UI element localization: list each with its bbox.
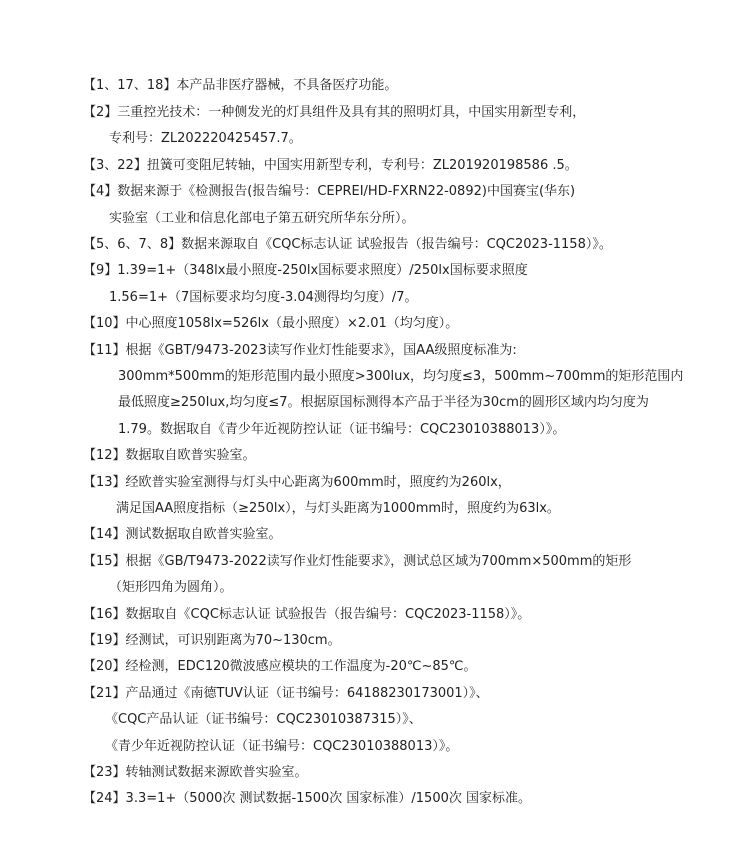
- note-15: 【15】根据《GB/T9473-2022读写作业灯性能要求》，测试总区域为700mm×500mm的矩形: [83, 554, 632, 569]
- note-21-line-2: 《CQC产品认证（证书编号：CQC23010387315）》、: [105, 712, 422, 727]
- note-21: 【21】产品通过《南德TUV认证（证书编号：64188230173001）》、: [83, 686, 489, 701]
- note-11-line-2: 300mm*500mm的矩形范围内最小照度>300lux，均匀度≤3，500mm~700mm的矩形范围内: [118, 369, 684, 384]
- note-19: 【19】经测试，可识别距离为70~130cm。: [83, 633, 341, 648]
- note-2: 【2】三重控光技术：一种侧发光的灯具组件及具有其的照明灯具，中国实用新型专利，: [83, 105, 586, 120]
- note-13-continued: 满足国AA照度指标（≥250lx），与灯头距离为1000mm时，照度约为63lx。: [116, 501, 560, 516]
- note-4-continued: 实验室（工业和信息化部电子第五研究所华东分所）。: [109, 211, 415, 226]
- note-11-line-3: 最低照度≥250lux,均匀度≤7。根据原国标测得本产品于半径为30cm的圆形区域内均匀度为: [118, 395, 649, 410]
- note-23: 【23】转轴测试数据来源欧普实验室。: [83, 765, 308, 780]
- note-11: 【11】根据《GBT/9473-2023读写作业灯性能要求》，国AA级照度标准为:: [83, 343, 517, 358]
- note-16: 【16】数据取自《CQC标志认证 试验报告（报告编号：CQC2023-1158）》。: [83, 607, 531, 622]
- note-4: 【4】数据来源于《检测报告(报告编号：CEPREI/HD-FXRN22-0892)中国赛宝(华东): [83, 184, 576, 199]
- note-9: 【9】1.39=1+（348lx最小照度-250lx国标要求照度）/250lx国标要求照度: [83, 263, 528, 278]
- note-11-line-4: 1.79。数据取自《青少年近视防控认证（证书编号：CQC23010388013）》。: [118, 422, 566, 437]
- note-14: 【14】测试数据取自欧普实验室。: [83, 527, 282, 542]
- note-21-line-3: 《青少年近视防控认证（证书编号：CQC23010388013）》。: [105, 739, 459, 754]
- note-1-17-18: 【1、17、18】本产品非医疗器械，不具备医疗功能。: [83, 78, 398, 93]
- note-10: 【10】中心照度1058lx=526lx（最小照度）×2.01（均匀度）。: [83, 316, 459, 331]
- note-15-continued: （矩形四角为圆角）。: [109, 580, 233, 595]
- note-2-continued: 专利号：ZL202220425457.7。: [109, 131, 302, 146]
- note-12: 【12】数据取自欧普实验室。: [83, 448, 256, 463]
- note-5-6-7-8: 【5、6、7、8】数据来源取自《CQC标志认证 试验报告（报告编号：CQC2023-1158）》。: [83, 237, 612, 252]
- note-13: 【13】经欧普实验室测得与灯头中心距离为600mm时，照度约为260lx，: [83, 475, 511, 490]
- note-20: 【20】经检测，EDC120微波感应模块的工作温度为-20℃~85℃。: [83, 659, 477, 674]
- note-3-22: 【3、22】扭簧可变阻尼转轴，中国实用新型专利，专利号：ZL201920198586 .5。: [83, 158, 578, 173]
- note-24: 【24】3.3=1+（5000次 测试数据-1500次 国家标准）/1500次 国家标准。: [83, 791, 531, 806]
- note-9-continued: 1.56=1+（7国标要求均匀度-3.04测得均匀度）/7。: [109, 290, 418, 305]
